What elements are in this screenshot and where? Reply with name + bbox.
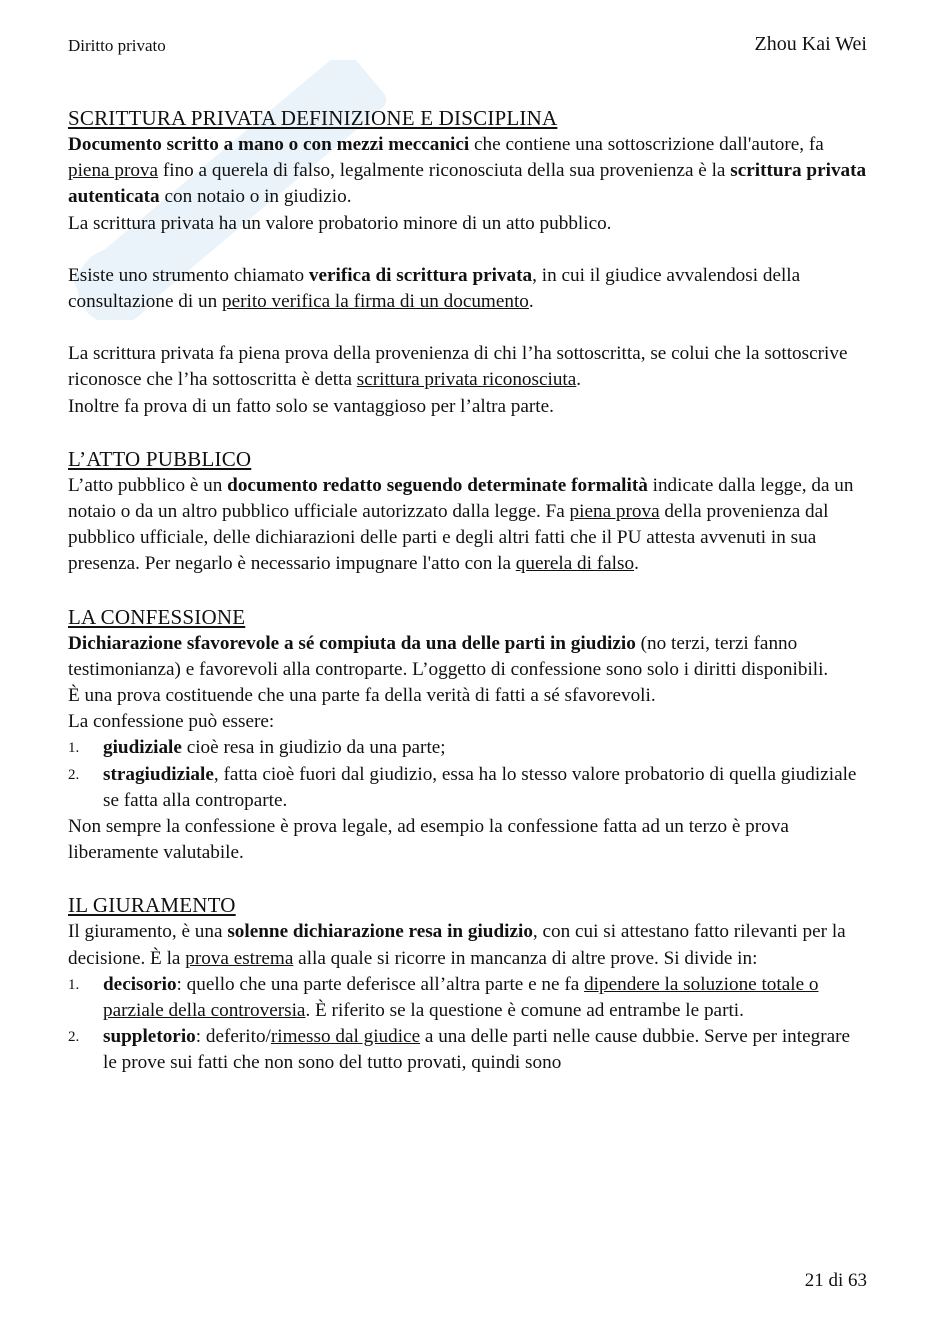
section-confessione [68,604,868,867]
page-number: 21 di 63 [804,1270,867,1291]
paragraph: Documento scritto a mano o con mezzi meccanici che contiene una sottoscrizione dall'autore, fa piena prova fino a querela di falso, legalmente riconosciuta della sua provenienza è la scrittura privata autenticata con notaio o in giudizio. [68,134,867,208]
paragraph: Inoltre fa prova di un fatto solo se vantaggioso per l’altra parte. [68,395,554,417]
list-item: 1. giudiziale cioè resa in giudizio da una parte; [68,737,446,759]
paragraph: Esiste uno strumento chiamato verifica di scrittura privata, in cui il giudice avvalendosi della consultazione di un perito verifica la firma di un documento. [68,264,801,313]
list-item: 2. stragiudiziale, fatta cioè fuori dal giudizio, essa ha lo stesso valore probatorio di quella giudiziale se fatta alla controparte. [68,763,857,811]
paragraph: È una prova costituende che una parte fa della verità di fatti a sé sfavorevoli. [68,685,656,707]
document-body [68,105,868,1103]
header-course: Diritto privato [68,36,166,55]
section-title: IL GIURAMENTO [68,893,236,918]
header-author: Zhou Kai Wei [754,33,867,55]
paragraph: Non sempre la confessione è prova legale, ad esempio la confessione fatta ad un terzo è prova liberamente valutabile. [68,816,789,864]
list-item: 2. suppletorio: deferito/rimesso dal giudice a una delle parti nelle cause dubbie. Serve per integrare le prove sui fatti che non sono del tutto provati, quindi sono [68,1026,851,1074]
list-item: 1. decisorio: quello che una parte deferisce all’altra parte e ne fa dipendere la soluzione totale o parziale della controversia. È riferito se la questione è comune ad entrambe le parti. [68,973,819,1022]
paragraph: La confessione può essere: [68,711,275,733]
paragraph: L’atto pubblico è un documento redatto seguendo determinate formalità indicate dalla legge, da un notaio o da un altro pubblico ufficiale autorizzato dalla legge. Fa piena prova della provenienza dal pubblico ufficiale, delle dichiarazioni delle parti e degli altri fatti che il PU attesta avvenuti in sua presenza. Per negarlo è necessario impugnare l'atto con la querela di falso. [68,474,854,575]
paragraph: Il giuramento, è una solenne dichiarazione resa in giudizio, con cui si attestano fatto rilevanti per la decisione. È la prova estrema alla quale si ricorre in mancanza di altre prove. Si divide in: [68,921,846,969]
section-scrittura-privata [68,105,868,420]
paragraph: La scrittura privata fa piena prova della provenienza di chi l’ha sottoscritta, se colui che la sottoscrive riconosce che l’ha sottoscritta è detta scrittura privata riconosciuta. [68,343,848,391]
numbered-list [68,735,868,814]
paragraph: Dichiarazione sfavorevole a sé compiuta da una delle parti in giudizio (no terzi, terzi fanno testimonianza) e favorevoli alla controparte. L’oggetto di confessione sono solo i diritti disponibili. [68,632,829,680]
section-giuramento [68,892,868,1076]
paragraph: La scrittura privata ha un valore probatorio minore di un atto pubblico. [68,212,612,234]
section-title: L’ATTO PUBBLICO [68,446,252,471]
numbered-list [68,972,868,1077]
section-title: LA CONFESSIONE [68,604,246,629]
section-title: SCRITTURA PRIVATA DEFINIZIONE E DISCIPLINA [68,106,558,130]
section-atto-pubblico [68,446,868,578]
